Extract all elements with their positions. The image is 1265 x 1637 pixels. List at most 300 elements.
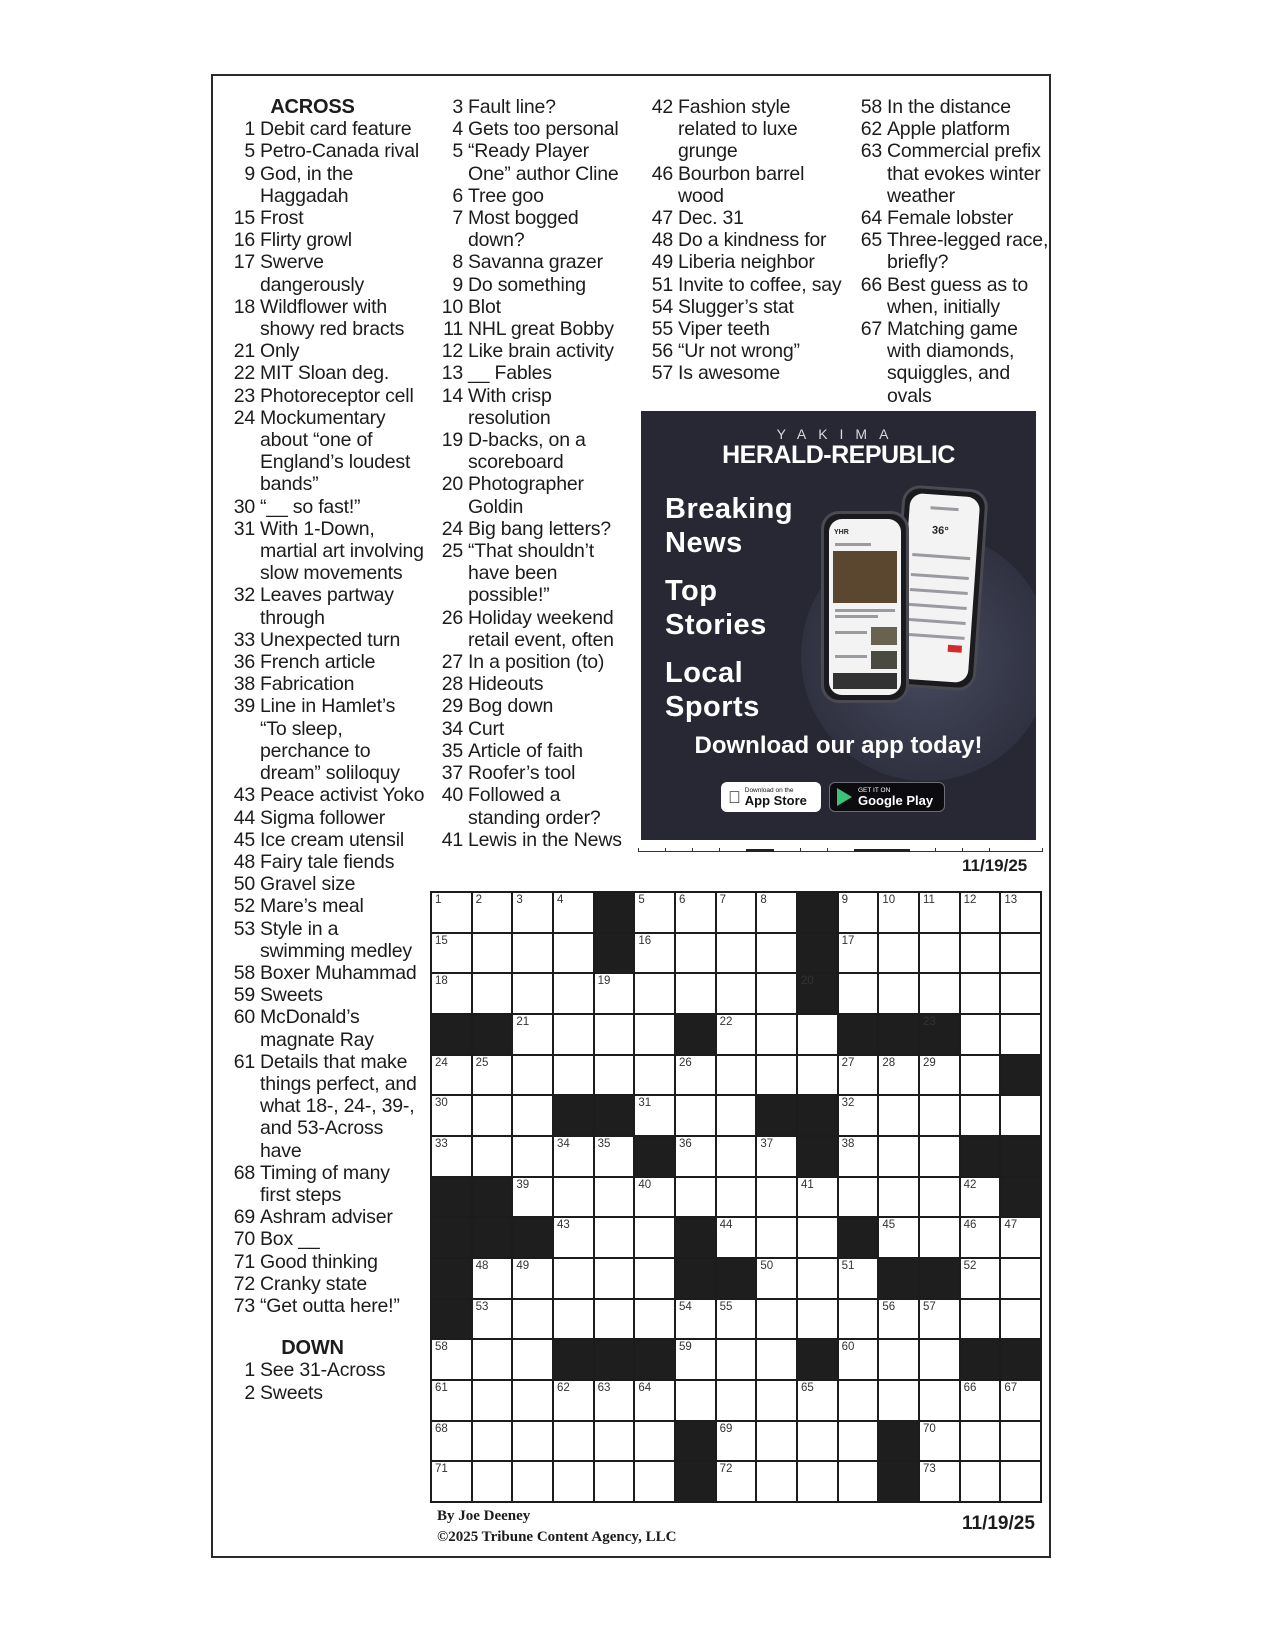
grid-cell[interactable] <box>961 1056 1000 1095</box>
down-clue-65[interactable] <box>852 229 1052 273</box>
down-clue-1[interactable] <box>225 1359 425 1381</box>
across-clue-24[interactable] <box>225 407 425 496</box>
grid-cell[interactable] <box>920 974 959 1013</box>
across-clue-72[interactable] <box>225 1273 425 1295</box>
grid-cell[interactable] <box>717 1422 756 1461</box>
grid-cell[interactable] <box>839 1422 878 1461</box>
down-clue-2[interactable] <box>225 1382 425 1404</box>
grid-cell[interactable] <box>798 1381 837 1420</box>
grid-cell[interactable] <box>839 1381 878 1420</box>
grid-cell[interactable] <box>717 1218 756 1257</box>
grid-cell[interactable] <box>879 1096 918 1135</box>
across-clue-52[interactable] <box>225 895 425 917</box>
grid-cell[interactable] <box>920 1462 959 1501</box>
across-clue-5[interactable] <box>225 140 425 162</box>
grid-cell[interactable] <box>513 934 552 973</box>
grid-cell[interactable] <box>473 893 512 932</box>
grid-cell[interactable] <box>879 1300 918 1339</box>
grid-cell[interactable] <box>920 1178 959 1217</box>
grid-cell[interactable] <box>635 1259 674 1298</box>
grid-cell[interactable] <box>513 1178 552 1217</box>
grid-cell[interactable] <box>473 1300 512 1339</box>
clue-number: 11 <box>443 318 463 341</box>
grid-cell[interactable] <box>554 893 593 932</box>
grid-cell[interactable] <box>920 1137 959 1176</box>
grid-cell[interactable] <box>595 1218 634 1257</box>
grid-cell[interactable] <box>432 893 471 932</box>
grid-cell[interactable] <box>879 1178 918 1217</box>
across-clue-69[interactable] <box>225 1206 425 1228</box>
grid-cell[interactable] <box>1001 1218 1040 1257</box>
grid-cell[interactable] <box>635 1056 674 1095</box>
grid-cell[interactable] <box>1001 1015 1040 1054</box>
grid-block <box>798 1340 837 1379</box>
cell-number: 40 <box>638 1178 652 1191</box>
grid-cell[interactable] <box>432 1137 471 1176</box>
grid-cell[interactable] <box>473 1096 512 1135</box>
cell-number: 72 <box>719 1463 733 1476</box>
cell-number: 57 <box>923 1300 936 1313</box>
app-advertisement[interactable] <box>641 411 1036 840</box>
grid-cell[interactable] <box>757 1259 796 1298</box>
grid-cell[interactable] <box>432 974 471 1013</box>
grid-cell[interactable] <box>879 934 918 973</box>
down-clue-57[interactable] <box>643 362 843 384</box>
grid-cell[interactable] <box>920 1381 959 1420</box>
across-clue-44[interactable] <box>225 807 425 829</box>
clue-number: 23 <box>233 384 255 407</box>
grid-cell[interactable] <box>473 934 512 973</box>
grid-cell[interactable] <box>595 1137 634 1176</box>
grid-cell[interactable] <box>554 1015 593 1054</box>
cell-number: 17 <box>841 934 855 947</box>
down-clue-63[interactable] <box>852 140 1052 207</box>
down-clue-41[interactable] <box>433 829 633 851</box>
down-clue-24[interactable] <box>433 518 633 540</box>
down-clue-46[interactable] <box>643 163 843 207</box>
grid-cell[interactable] <box>554 934 593 973</box>
grid-cell[interactable] <box>513 974 552 1013</box>
grid-cell[interactable] <box>798 1218 837 1257</box>
across-clue-31[interactable] <box>225 518 425 585</box>
grid-cell[interactable] <box>961 934 1000 973</box>
grid-cell[interactable] <box>717 1137 756 1176</box>
across-clue-39[interactable] <box>225 695 425 784</box>
grid-cell[interactable] <box>554 1462 593 1501</box>
clue-text: Bog down <box>468 695 554 718</box>
grid-cell[interactable] <box>554 1056 593 1095</box>
cell-number: 9 <box>841 894 849 906</box>
down-clue-14[interactable] <box>433 385 633 429</box>
cell-number: 4 <box>557 894 564 906</box>
grid-cell[interactable] <box>676 1137 715 1176</box>
across-clue-16[interactable] <box>225 229 425 251</box>
grid-cell[interactable] <box>879 893 918 932</box>
down-clue-19[interactable] <box>433 429 633 473</box>
grid-cell[interactable] <box>798 1259 837 1298</box>
grid-cell[interactable] <box>1001 1300 1040 1339</box>
clue-text: Sigma follower <box>260 806 386 829</box>
down-clue-34[interactable] <box>433 718 633 740</box>
grid-cell[interactable] <box>920 934 959 973</box>
across-clue-61[interactable] <box>225 1051 425 1162</box>
across-clue-48[interactable] <box>225 851 425 873</box>
across-clue-18[interactable] <box>225 296 425 340</box>
grid-cell[interactable] <box>473 1381 512 1420</box>
down-clue-3[interactable] <box>433 96 633 118</box>
down-clue-6[interactable] <box>433 185 633 207</box>
down-clue-26[interactable] <box>433 607 633 651</box>
grid-cell[interactable] <box>798 1300 837 1339</box>
grid-cell[interactable] <box>879 1218 918 1257</box>
down-clue-40[interactable] <box>433 784 633 828</box>
across-clue-73[interactable] <box>225 1295 425 1317</box>
grid-cell[interactable] <box>1001 1259 1040 1298</box>
grid-block <box>798 893 837 932</box>
cell-number: 8 <box>760 894 767 906</box>
grid-cell[interactable] <box>798 1056 837 1095</box>
grid-cell[interactable] <box>473 1462 512 1501</box>
grid-cell[interactable] <box>473 1137 512 1176</box>
across-clue-21[interactable] <box>225 340 425 362</box>
grid-cell[interactable] <box>798 1422 837 1461</box>
grid-cell[interactable] <box>757 1218 796 1257</box>
grid-cell[interactable] <box>1001 893 1040 932</box>
across-clue-60[interactable] <box>225 1006 425 1050</box>
grid-cell[interactable] <box>961 1300 1000 1339</box>
grid-cell[interactable] <box>513 1381 552 1420</box>
down-clue-29[interactable] <box>433 695 633 717</box>
grid-cell[interactable] <box>757 1422 796 1461</box>
grid-cell[interactable] <box>513 1300 552 1339</box>
grid-block <box>595 1096 634 1135</box>
headline-line: News <box>665 527 743 559</box>
grid-cell[interactable] <box>757 1300 796 1339</box>
grid-cell[interactable] <box>757 1340 796 1379</box>
down-clue-7[interactable] <box>433 207 633 251</box>
down-clue-56[interactable] <box>643 340 843 362</box>
grid-cell[interactable] <box>717 1015 756 1054</box>
grid-cell[interactable] <box>961 1381 1000 1420</box>
grid-cell[interactable] <box>473 1259 512 1298</box>
grid-cell[interactable] <box>757 1056 796 1095</box>
grid-cell[interactable] <box>513 1340 552 1379</box>
down-clue-47[interactable] <box>643 207 843 229</box>
down-clue-67[interactable] <box>852 318 1052 407</box>
grid-cell[interactable] <box>961 974 1000 1013</box>
across-clue-30[interactable] <box>225 496 425 518</box>
grid-cell[interactable] <box>879 1340 918 1379</box>
grid-cell[interactable] <box>676 893 715 932</box>
clue-number: 14 <box>441 384 463 407</box>
grid-cell[interactable] <box>839 1462 878 1501</box>
grid-cell[interactable] <box>717 974 756 1013</box>
cell-number: 55 <box>719 1300 733 1313</box>
down-clue-35[interactable] <box>433 740 633 762</box>
grid-cell[interactable] <box>554 1178 593 1217</box>
grid-cell[interactable] <box>513 1462 552 1501</box>
grid-cell[interactable] <box>839 934 878 973</box>
grid-cell[interactable] <box>432 934 471 973</box>
down-clue-42[interactable] <box>643 96 843 163</box>
down-clue-27[interactable] <box>433 651 633 673</box>
grid-cell[interactable] <box>757 893 796 932</box>
grid-cell[interactable] <box>757 934 796 973</box>
grid-cell[interactable] <box>920 1056 959 1095</box>
cell-number: 43 <box>557 1219 570 1232</box>
grid-cell[interactable] <box>839 1340 878 1379</box>
grid-cell[interactable] <box>676 1300 715 1339</box>
grid-cell[interactable] <box>717 934 756 973</box>
grid-cell[interactable] <box>554 1381 593 1420</box>
down-clue-5[interactable] <box>433 140 633 184</box>
down-clue-25[interactable] <box>433 540 633 607</box>
grid-cell[interactable] <box>635 1462 674 1501</box>
down-clue-54[interactable] <box>643 296 843 318</box>
grid-cell[interactable] <box>757 1178 796 1217</box>
grid-cell[interactable] <box>839 893 878 932</box>
grid-cell[interactable] <box>717 1340 756 1379</box>
grid-cell[interactable] <box>717 1300 756 1339</box>
across-clue-17[interactable] <box>225 251 425 295</box>
grid-cell[interactable] <box>432 1056 471 1095</box>
grid-cell[interactable] <box>513 1096 552 1135</box>
grid-cell[interactable] <box>961 1096 1000 1135</box>
across-clue-36[interactable] <box>225 651 425 673</box>
grid-cell[interactable] <box>595 1178 634 1217</box>
down-clue-62[interactable] <box>852 118 1052 140</box>
grid-cell[interactable] <box>676 1056 715 1095</box>
grid-cell[interactable] <box>595 1259 634 1298</box>
grid-cell[interactable] <box>961 1462 1000 1501</box>
across-clue-32[interactable] <box>225 584 425 628</box>
grid-cell[interactable] <box>717 1381 756 1420</box>
down-clue-55[interactable] <box>643 318 843 340</box>
cell-number: 21 <box>516 1016 530 1028</box>
grid-cell[interactable] <box>554 1218 593 1257</box>
grid-cell[interactable] <box>513 1259 552 1298</box>
grid-cell[interactable] <box>1001 1381 1040 1420</box>
grid-cell[interactable] <box>635 1381 674 1420</box>
grid-cell[interactable] <box>432 1096 471 1135</box>
grid-cell[interactable] <box>554 1137 593 1176</box>
grid-cell[interactable] <box>473 1056 512 1095</box>
google-play-button[interactable] <box>829 782 945 812</box>
grid-cell[interactable] <box>432 1422 471 1461</box>
across-clue-45[interactable] <box>225 829 425 851</box>
grid-cell[interactable] <box>635 1178 674 1217</box>
clue-text: Flirty growl <box>260 229 352 252</box>
grid-cell[interactable] <box>676 1096 715 1135</box>
down-clue-9[interactable] <box>433 274 633 296</box>
apple-icon <box>728 789 741 806</box>
ad-cta: Download our app today! <box>694 732 983 759</box>
down-clue-11[interactable] <box>433 318 633 340</box>
across-clue-53[interactable] <box>225 918 425 962</box>
grid-cell[interactable] <box>920 1300 959 1339</box>
across-clue-22[interactable] <box>225 362 425 384</box>
grid-cell[interactable] <box>595 1422 634 1461</box>
headline-line: Local <box>665 657 744 689</box>
grid-cell[interactable] <box>554 1422 593 1461</box>
grid-cell[interactable] <box>473 974 512 1013</box>
clue-text: Lewis in the News <box>468 828 622 851</box>
across-clue-1[interactable] <box>225 118 425 140</box>
clue-number: 67 <box>860 318 882 341</box>
grid-cell[interactable] <box>839 1259 878 1298</box>
grid-cell[interactable] <box>879 1381 918 1420</box>
grid-cell[interactable] <box>432 1381 471 1420</box>
grid-cell[interactable] <box>513 1056 552 1095</box>
down-clue-12[interactable] <box>433 340 633 362</box>
grid-cell[interactable] <box>717 1096 756 1135</box>
clue-text: Best guess as to when, initially <box>887 273 1028 318</box>
down-clue-20[interactable] <box>433 473 633 517</box>
grid-cell[interactable] <box>513 1137 552 1176</box>
grid-cell[interactable] <box>432 1340 471 1379</box>
down-clue-49[interactable] <box>643 251 843 273</box>
grid-cell[interactable] <box>595 1462 634 1501</box>
grid-cell[interactable] <box>798 1462 837 1501</box>
grid-cell[interactable] <box>432 1462 471 1501</box>
grid-cell[interactable] <box>839 1056 878 1095</box>
down-clue-64[interactable] <box>852 207 1052 229</box>
grid-block <box>757 1096 796 1135</box>
across-clue-9[interactable] <box>225 163 425 207</box>
grid-cell[interactable] <box>798 1178 837 1217</box>
grid-cell[interactable] <box>798 1015 837 1054</box>
grid-cell[interactable] <box>554 974 593 1013</box>
grid-cell[interactable] <box>920 1422 959 1461</box>
grid-cell[interactable] <box>839 1096 878 1135</box>
grid-cell[interactable] <box>757 1381 796 1420</box>
grid-cell[interactable] <box>717 1462 756 1501</box>
grid-cell[interactable] <box>839 1137 878 1176</box>
grid-cell[interactable] <box>757 1462 796 1501</box>
grid-cell[interactable] <box>595 1300 634 1339</box>
grid-cell[interactable] <box>757 974 796 1013</box>
down-clue-28[interactable] <box>433 673 633 695</box>
grid-cell[interactable] <box>1001 1462 1040 1501</box>
grid-cell[interactable] <box>595 1015 634 1054</box>
down-clue-37[interactable] <box>433 762 633 784</box>
grid-cell[interactable] <box>1001 1422 1040 1461</box>
down-clue-4[interactable] <box>433 118 633 140</box>
grid-cell[interactable] <box>717 893 756 932</box>
grid-cell[interactable] <box>554 1300 593 1339</box>
grid-cell[interactable] <box>1001 974 1040 1013</box>
across-clue-38[interactable] <box>225 673 425 695</box>
grid-cell[interactable] <box>961 1178 1000 1217</box>
grid-cell[interactable] <box>1001 934 1040 973</box>
grid-cell[interactable] <box>513 1422 552 1461</box>
down-clue-13[interactable] <box>433 362 633 384</box>
across-clue-23[interactable] <box>225 385 425 407</box>
down-clue-51[interactable] <box>643 274 843 296</box>
across-clue-68[interactable] <box>225 1162 425 1206</box>
app-store-button[interactable] <box>721 782 821 812</box>
grid-cell[interactable] <box>839 1300 878 1339</box>
down-clue-48[interactable] <box>643 229 843 251</box>
grid-cell[interactable] <box>961 1218 1000 1257</box>
cell-number: 24 <box>435 1056 448 1069</box>
down-clue-8[interactable] <box>433 251 633 273</box>
grid-cell[interactable] <box>757 1015 796 1054</box>
clue-text: In the distance <box>887 96 1011 118</box>
clue-text: Roofer’s tool <box>468 762 576 785</box>
grid-cell[interactable] <box>676 934 715 973</box>
across-clue-71[interactable] <box>225 1251 425 1273</box>
grid-cell[interactable] <box>920 1218 959 1257</box>
grid-cell[interactable] <box>1001 1096 1040 1135</box>
across-clue-50[interactable] <box>225 873 425 895</box>
grid-cell[interactable] <box>635 1422 674 1461</box>
grid-cell[interactable] <box>717 1056 756 1095</box>
grid-cell[interactable] <box>920 1096 959 1135</box>
grid-cell[interactable] <box>513 1015 552 1054</box>
grid-cell[interactable] <box>635 1096 674 1135</box>
grid-cell[interactable] <box>595 1056 634 1095</box>
grid-cell[interactable] <box>635 1218 674 1257</box>
grid-cell[interactable] <box>717 1178 756 1217</box>
clue-number: 38 <box>233 673 255 696</box>
grid-cell[interactable] <box>961 893 1000 932</box>
grid-cell[interactable] <box>676 1340 715 1379</box>
grid-cell[interactable] <box>635 1300 674 1339</box>
across-clue-58[interactable] <box>225 962 425 984</box>
grid-cell[interactable] <box>513 893 552 932</box>
grid-cell[interactable] <box>635 1015 674 1054</box>
grid-cell[interactable] <box>473 1422 512 1461</box>
grid-cell[interactable] <box>961 1422 1000 1461</box>
across-clue-59[interactable] <box>225 984 425 1006</box>
down-clue-58[interactable] <box>852 96 1052 118</box>
grid-cell[interactable] <box>635 934 674 973</box>
grid-cell[interactable] <box>554 1259 593 1298</box>
grid-cell[interactable] <box>920 893 959 932</box>
across-clue-70[interactable] <box>225 1228 425 1250</box>
cell-number: 22 <box>719 1016 733 1028</box>
grid-cell[interactable] <box>676 1178 715 1217</box>
grid-cell[interactable] <box>879 1137 918 1176</box>
clue-number: 63 <box>860 140 882 163</box>
grid-cell[interactable] <box>676 974 715 1013</box>
grid-cell[interactable] <box>595 974 634 1013</box>
grid-cell[interactable] <box>839 1178 878 1217</box>
across-clue-15[interactable] <box>225 207 425 229</box>
grid-cell[interactable] <box>635 974 674 1013</box>
grid-cell[interactable] <box>839 974 878 1013</box>
grid-cell[interactable] <box>635 893 674 932</box>
grid-cell[interactable] <box>961 1259 1000 1298</box>
crossword-grid[interactable] <box>430 891 1042 1503</box>
clue-text: “That shouldn’t have been possible!” <box>468 540 594 607</box>
grid-cell[interactable] <box>757 1137 796 1176</box>
grid-cell[interactable] <box>676 1381 715 1420</box>
down-clue-66[interactable] <box>852 274 1052 318</box>
down-clue-10[interactable] <box>433 296 633 318</box>
across-clue-33[interactable] <box>225 629 425 651</box>
grid-cell[interactable] <box>595 1381 634 1420</box>
grid-cell[interactable] <box>961 1015 1000 1054</box>
grid-cell[interactable] <box>879 974 918 1013</box>
clue-text: Liberia neighbor <box>678 251 815 274</box>
grid-cell[interactable] <box>879 1056 918 1095</box>
across-clue-43[interactable] <box>225 784 425 806</box>
grid-cell[interactable] <box>920 1340 959 1379</box>
grid-cell[interactable] <box>473 1340 512 1379</box>
clue-number: 58 <box>860 96 882 118</box>
